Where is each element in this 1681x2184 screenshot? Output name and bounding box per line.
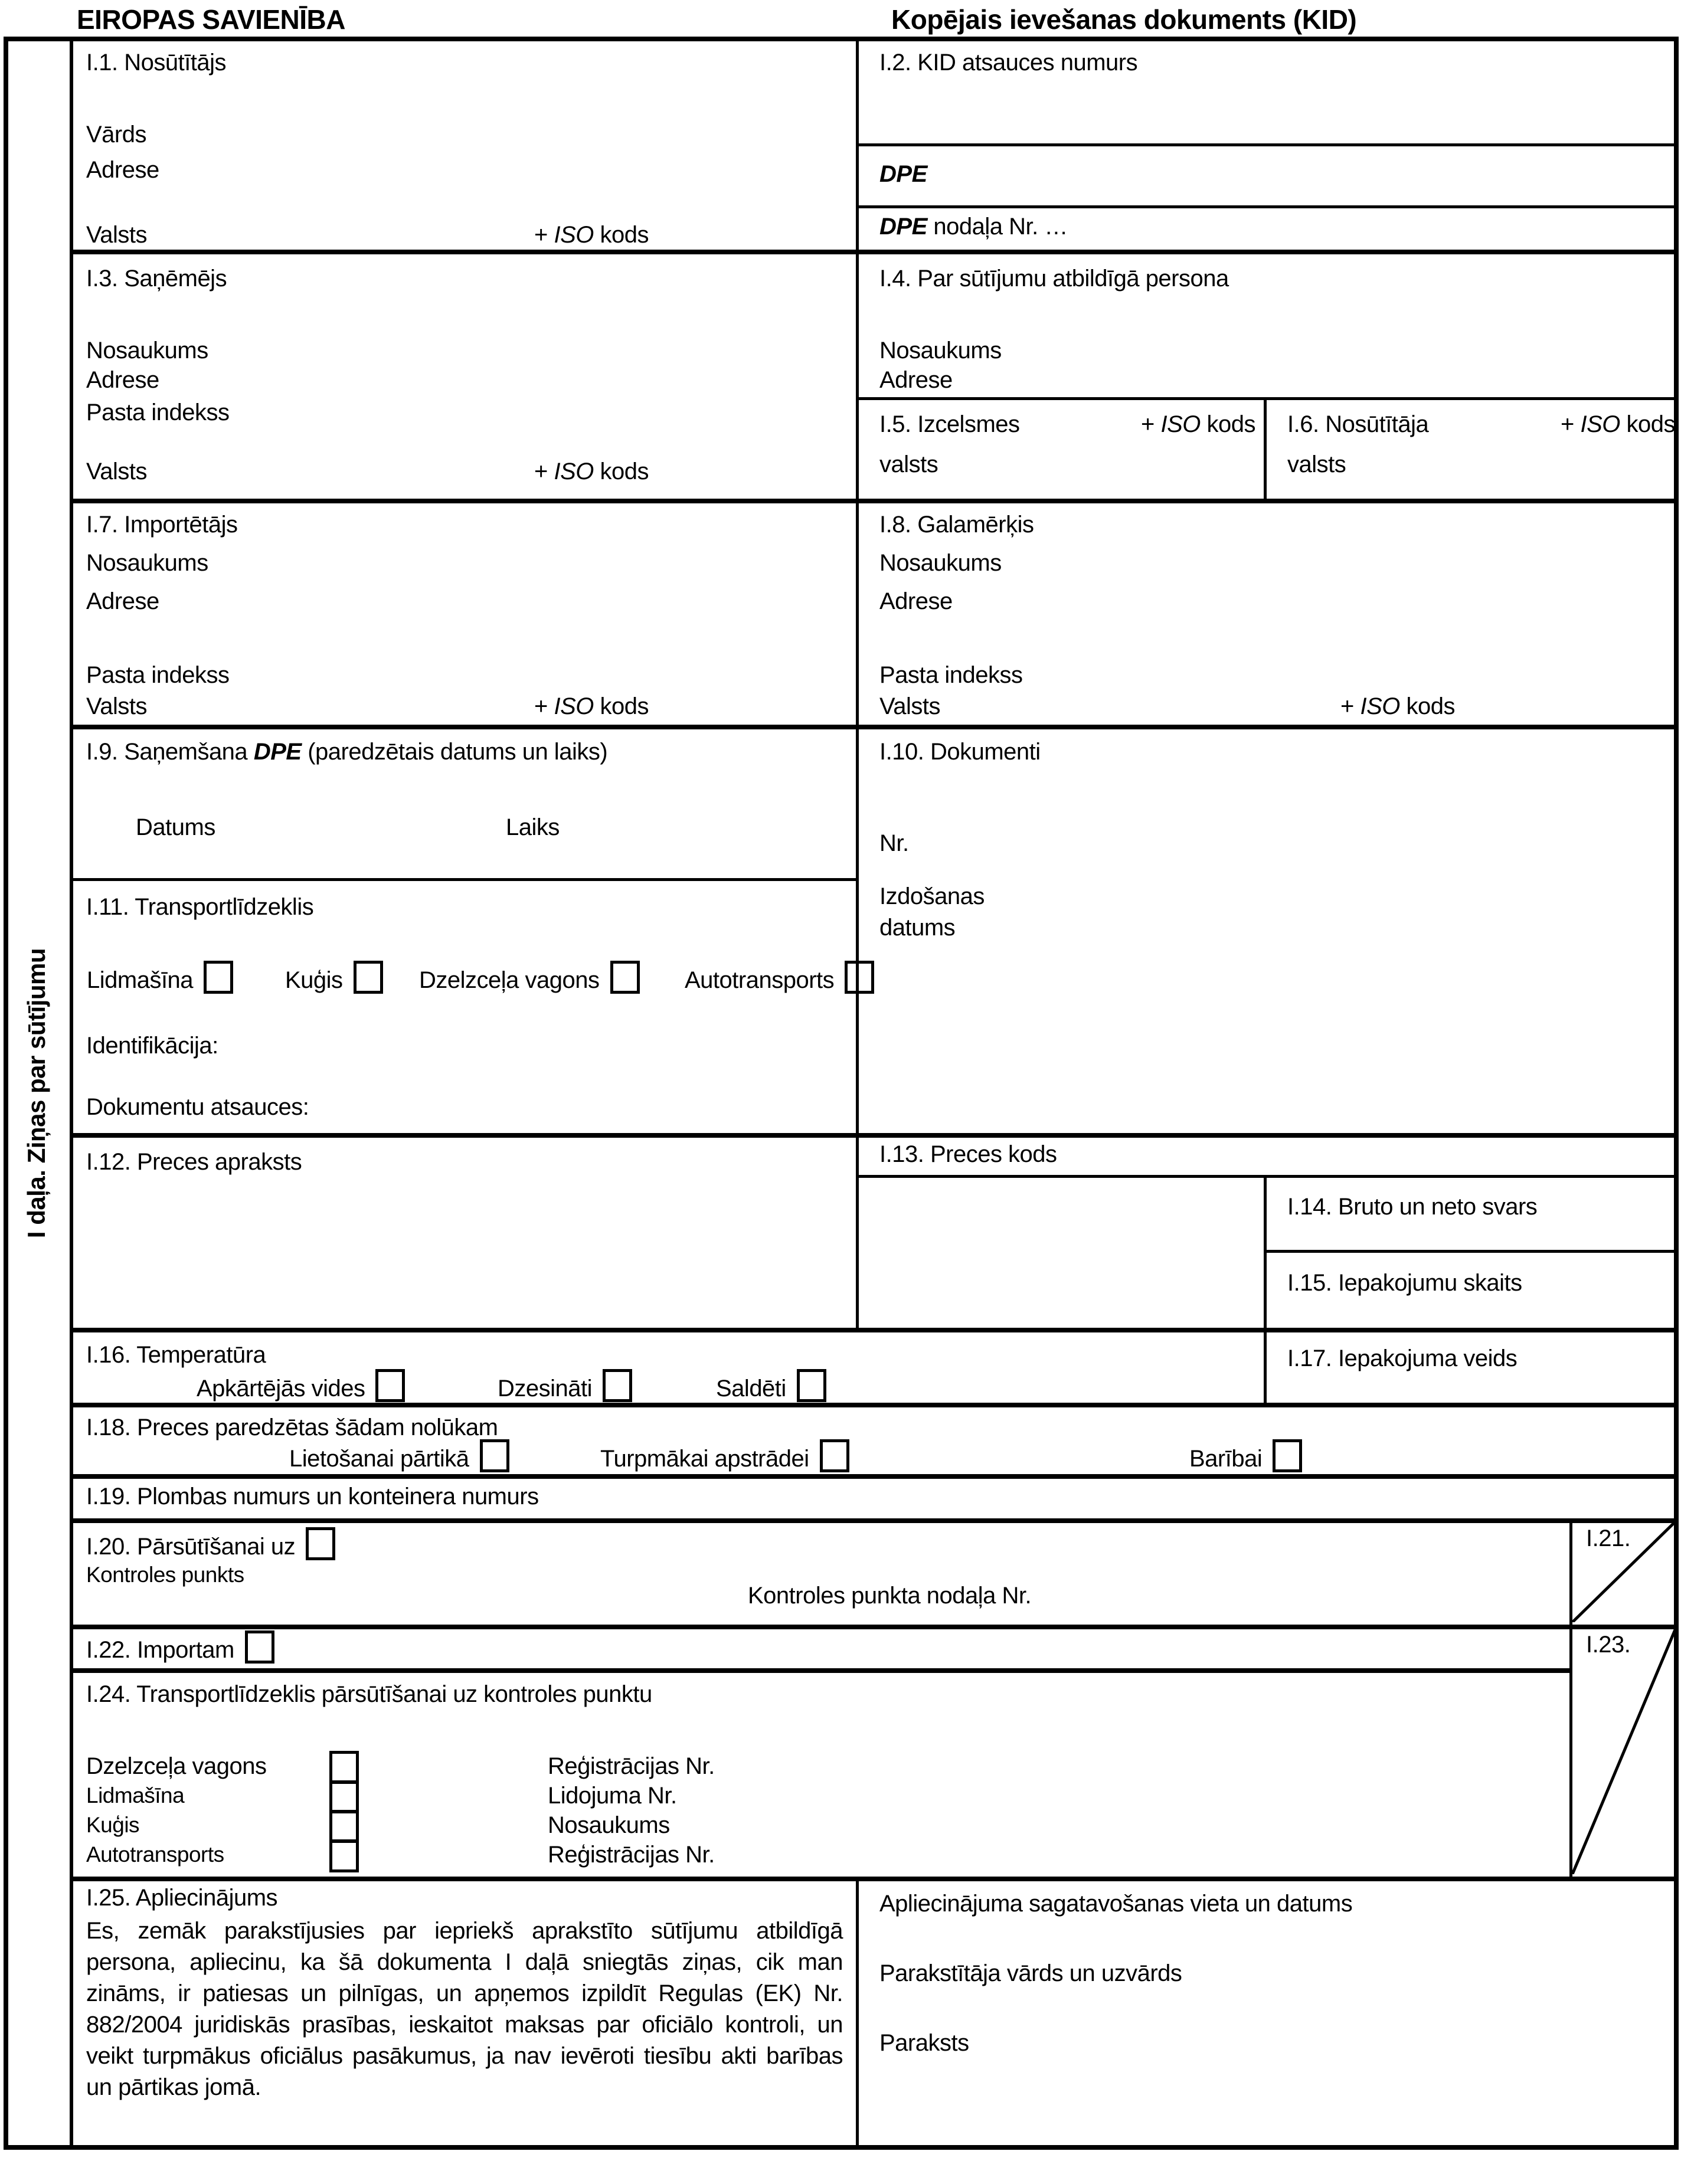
i16-option-frozen: Saldēti bbox=[716, 1369, 826, 1403]
box-i21 bbox=[1569, 1518, 1677, 1625]
i1-field-address: Adrese bbox=[86, 157, 159, 183]
i18-option-further-process: Turpmākai apstrādei bbox=[600, 1439, 849, 1473]
i11-option-ship: Kuģis bbox=[285, 961, 383, 994]
i10-title: I.10. Dokumenti bbox=[879, 739, 1041, 765]
i8-field-postcode: Pasta indekss bbox=[879, 662, 1023, 688]
ambient-checkbox[interactable] bbox=[375, 1369, 405, 1402]
i1-iso-code-label: + ISO kods bbox=[534, 222, 649, 248]
box-i1 bbox=[70, 38, 856, 250]
ship-checkbox[interactable] bbox=[354, 961, 383, 994]
box-i10 bbox=[856, 725, 1677, 1133]
i19-title: I.19. Plombas numurs un konteinera numurs bbox=[86, 1484, 539, 1510]
frozen-checkbox[interactable] bbox=[797, 1369, 826, 1402]
i2-branch-label: DPE nodaļa Nr. … bbox=[879, 214, 1068, 240]
i3-title: I.3. Saņēmējs bbox=[86, 266, 227, 292]
i7-field-name: Nosaukums bbox=[86, 550, 208, 576]
i9-field-time: Laiks bbox=[506, 814, 560, 840]
box-i17 bbox=[1264, 1328, 1677, 1403]
chilled-checkbox[interactable] bbox=[603, 1369, 632, 1402]
transshipment-checkbox[interactable] bbox=[306, 1527, 335, 1560]
human-consumption-checkbox[interactable] bbox=[480, 1439, 509, 1472]
i7-iso-code-label: + ISO kods bbox=[534, 693, 649, 719]
i16-option-chilled: Dzesināti bbox=[498, 1369, 632, 1403]
i20-branch-label: Kontroles punkta nodaļa Nr. bbox=[748, 1583, 1032, 1609]
i16-title: I.16. Temperatūra bbox=[86, 1342, 266, 1368]
i18-option-human-consumption: Lietošanai pārtikā bbox=[289, 1439, 509, 1473]
i11-title: I.11. Transportlīdzeklis bbox=[86, 894, 314, 920]
ship-to-cp-checkbox[interactable] bbox=[329, 1810, 359, 1843]
i5-field-country: valsts bbox=[879, 451, 938, 477]
i23-title: I.23. bbox=[1586, 1632, 1631, 1658]
i1-title: I.1. Nosūtītājs bbox=[86, 50, 227, 76]
box-i8 bbox=[856, 499, 1677, 725]
box-i25 bbox=[70, 1877, 856, 2150]
i9-title: I.9. Saņemšana DPE (paredzētais datums un laiks) bbox=[86, 739, 608, 765]
feed-checkbox[interactable] bbox=[1273, 1439, 1302, 1472]
i25-declaration-text: Es, zemāk parakstījusies par iepriekš aprakstīto sūtījumu atbildīgā persona, apliecinu, ka šā dokumenta I daļā sniegtās ziņas, cik man zināms, ir patiesas un pilnīgas, un apņemos izpildīt Regulas (EK) Nr. 882/2004 juridiskās prasības, ieskaitot maksas par oficiālo kontroli, un veikt turpmākus oficiālus pasākumus, ja nav ievēroti tiesību akti barības un pārtikas jomā. bbox=[86, 1918, 843, 2100]
i11-option-road: Autotransports bbox=[685, 961, 874, 994]
i1-field-country: Valsts bbox=[86, 222, 147, 248]
import-checkbox[interactable] bbox=[245, 1630, 274, 1664]
i24-detail-label: Reģistrācijas Nr. bbox=[548, 1842, 715, 1868]
box-i20 bbox=[70, 1518, 1569, 1625]
i25-title: I.25. Apliecinājums bbox=[86, 1885, 278, 1911]
i21-title: I.21. bbox=[1586, 1525, 1631, 1551]
i24-title: I.24. Transportlīdzeklis pārsūtīšanai uz kontroles punktu bbox=[86, 1681, 652, 1707]
i3-field-postcode: Pasta indekss bbox=[86, 400, 230, 425]
box-i7 bbox=[70, 499, 856, 725]
box-i5 bbox=[856, 397, 1264, 499]
grid-line bbox=[4, 37, 8, 2150]
i16-option-ambient: Apkārtējās vides bbox=[197, 1369, 405, 1403]
i8-title: I.8. Galamērķis bbox=[879, 512, 1034, 538]
i4-field-name: Nosaukums bbox=[879, 338, 1002, 364]
i24-mode-label: Lidmašīna bbox=[86, 1783, 185, 1808]
i7-field-address: Adrese bbox=[86, 588, 159, 614]
box-i4 bbox=[856, 250, 1677, 397]
box-i25-right bbox=[856, 1877, 1677, 2150]
railway-wagon-checkbox[interactable] bbox=[610, 961, 640, 994]
i2-dpe-label: DPE bbox=[879, 161, 927, 187]
i10-field-issue-date: Izdošanas datums bbox=[879, 883, 985, 941]
i5-iso-code-label: + ISO kods bbox=[1140, 411, 1255, 437]
i20-title: I.20. Pārsūtīšanai uz bbox=[86, 1527, 335, 1561]
further-process-checkbox[interactable] bbox=[820, 1439, 849, 1472]
i24-mode-label: Kuģis bbox=[86, 1813, 140, 1837]
i11-identification-label: Identifikācija: bbox=[86, 1033, 218, 1059]
box-i6 bbox=[1264, 397, 1677, 499]
box-i18 bbox=[70, 1403, 1677, 1474]
box-i9 bbox=[70, 725, 856, 878]
i9-field-date: Datums bbox=[136, 814, 215, 840]
i4-title: I.4. Par sūtījumu atbildīgā persona bbox=[879, 266, 1229, 292]
i7-field-country: Valsts bbox=[86, 693, 147, 719]
i20-control-point-label: Kontroles punkts bbox=[86, 1563, 244, 1587]
aircraft-to-cp-checkbox[interactable] bbox=[329, 1780, 359, 1813]
box-i22 bbox=[70, 1625, 1569, 1668]
page-title-document: Kopējais ievešanas dokuments (KID) bbox=[891, 4, 1357, 35]
i8-field-address: Adrese bbox=[879, 588, 953, 614]
i3-iso-code-label: + ISO kods bbox=[534, 459, 649, 484]
i14-title: I.14. Bruto un neto svars bbox=[1287, 1194, 1538, 1220]
i15-title: I.15. Iepakojumu skaits bbox=[1287, 1270, 1522, 1296]
i17-title: I.17. Iepakojuma veids bbox=[1287, 1345, 1518, 1371]
i25-place-date-label: Apliecinājuma sagatavošanas vieta un datums bbox=[879, 1891, 1353, 1917]
i11-option-aircraft: Lidmašīna bbox=[87, 961, 233, 994]
box-i14 bbox=[1264, 1175, 1677, 1250]
i3-field-country: Valsts bbox=[86, 459, 147, 484]
i8-field-name: Nosaukums bbox=[879, 550, 1002, 576]
i8-field-country: Valsts bbox=[879, 693, 940, 719]
i18-option-feed: Barībai bbox=[1189, 1439, 1302, 1473]
i12-title: I.12. Preces apraksts bbox=[86, 1149, 302, 1175]
box-i3 bbox=[70, 250, 856, 499]
i8-iso-code-label: + ISO kods bbox=[1340, 693, 1456, 719]
i11-option-railway: Dzelzceļa vagons bbox=[419, 961, 640, 994]
box-i2-branch bbox=[856, 205, 1677, 250]
i22-title: I.22. Importam bbox=[86, 1630, 274, 1664]
box-i2-dpe bbox=[856, 143, 1677, 205]
railway-to-cp-checkbox[interactable] bbox=[329, 1751, 359, 1784]
i24-detail-label: Lidojuma Nr. bbox=[548, 1783, 677, 1809]
road-to-cp-checkbox[interactable] bbox=[329, 1839, 359, 1872]
i2-title: I.2. KID atsauces numurs bbox=[879, 50, 1138, 76]
i13-title: I.13. Preces kods bbox=[879, 1141, 1057, 1167]
box-i11 bbox=[70, 878, 856, 1133]
box-i19 bbox=[70, 1474, 1677, 1518]
i24-detail-label: Reģistrācijas Nr. bbox=[548, 1753, 715, 1779]
i24-detail-label: Nosaukums bbox=[548, 1812, 670, 1838]
box-i24 bbox=[70, 1668, 1569, 1877]
i6-field-country: valsts bbox=[1287, 451, 1346, 477]
i11-doc-refs-label: Dokumentu atsauces: bbox=[86, 1094, 309, 1120]
i5-title: I.5. Izcelsmes bbox=[879, 411, 1020, 437]
i25-signature-label: Paraksts bbox=[879, 2030, 969, 2056]
box-i23 bbox=[1569, 1625, 1677, 1877]
i10-field-number: Nr. bbox=[879, 830, 909, 856]
sidebar-part-label: I daļa. Ziņas par sūtījumu bbox=[22, 948, 50, 1239]
box-i16 bbox=[70, 1328, 1264, 1403]
i6-iso-code-label: + ISO kods bbox=[1560, 411, 1675, 437]
box-i2 bbox=[856, 38, 1677, 143]
box-i13 bbox=[856, 1133, 1677, 1175]
i7-field-postcode: Pasta indekss bbox=[86, 662, 230, 688]
box-i12 bbox=[70, 1133, 856, 1328]
i6-title: I.6. Nosūtītāja bbox=[1287, 411, 1429, 437]
i18-title: I.18. Preces paredzētas šādam nolūkam bbox=[86, 1414, 498, 1440]
i4-field-address: Adrese bbox=[879, 367, 953, 393]
i3-field-name: Nosaukums bbox=[86, 338, 208, 364]
i24-mode-label: Dzelzceļa vagons bbox=[86, 1753, 267, 1779]
page-title-union: EIROPAS SAVIENĪBA bbox=[77, 4, 345, 35]
road-vehicle-checkbox[interactable] bbox=[845, 961, 874, 994]
box-i15 bbox=[1264, 1250, 1677, 1328]
i25-signer-label: Parakstītāja vārds un uzvārds bbox=[879, 1960, 1182, 1986]
i3-field-address: Adrese bbox=[86, 367, 159, 393]
aircraft-checkbox[interactable] bbox=[204, 961, 233, 994]
i1-field-name: Vārds bbox=[86, 122, 146, 148]
i7-title: I.7. Importētājs bbox=[86, 512, 238, 538]
i24-mode-label: Autotransports bbox=[86, 1842, 224, 1867]
